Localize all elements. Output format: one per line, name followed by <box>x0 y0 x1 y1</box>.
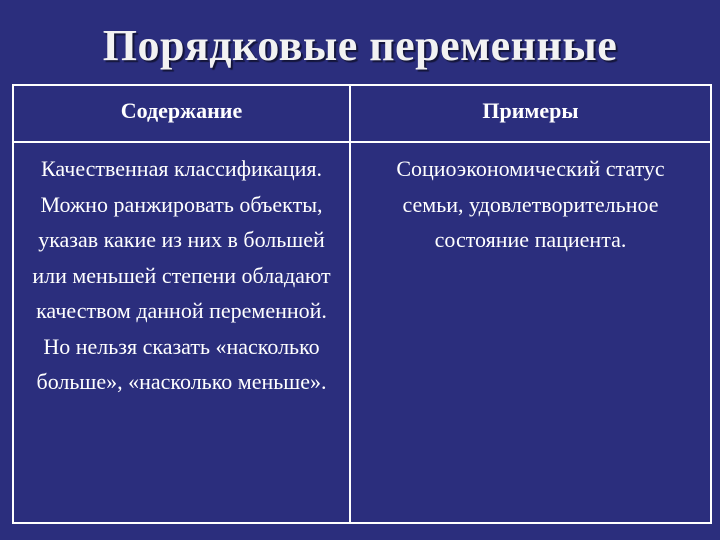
header-examples: Примеры <box>349 86 710 143</box>
cell-examples: Социоэкономический статус семьи, удовлетворительное состояние пациента. <box>349 143 710 522</box>
comparison-table <box>12 84 712 524</box>
header-content: Содержание <box>14 86 349 143</box>
cell-content-description: Качественная классификация. Можно ранжировать объекты, указав какие из них в большей или меньшей степени обладают качеством данной переменной. Но нельзя сказать «насколько больше», «насколько меньше». <box>32 156 331 394</box>
slide-title: Порядковые переменные <box>102 21 618 70</box>
